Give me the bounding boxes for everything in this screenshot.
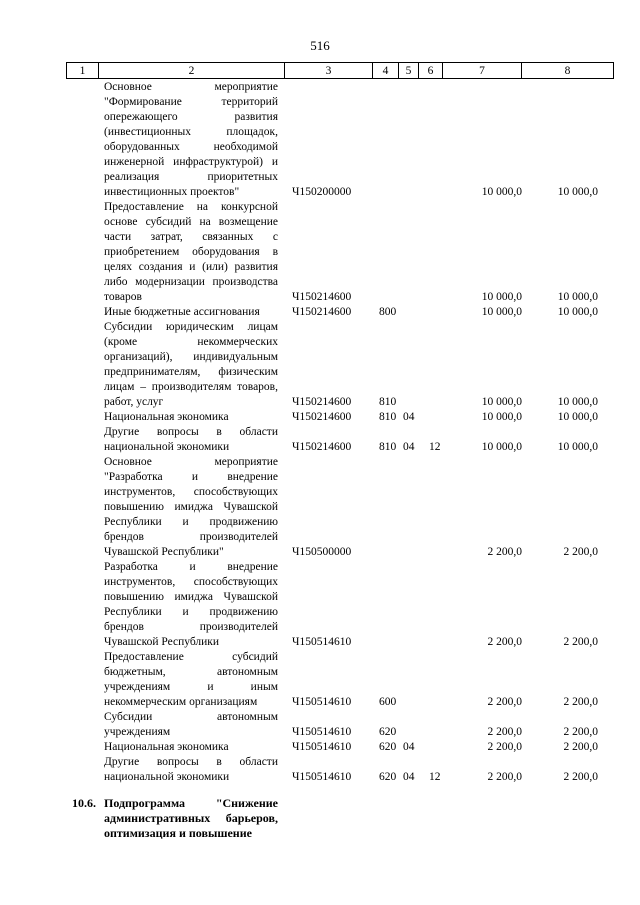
- column-header-3: 3: [285, 63, 373, 79]
- row-amount-7: 2 200,0: [487, 696, 522, 708]
- table-row: [0, 200, 640, 305]
- row-amount-8: 10 000,0: [557, 291, 598, 303]
- section-number: 10.6.: [72, 796, 96, 810]
- row-section: 04: [403, 771, 415, 783]
- row-amount-8: 2 200,0: [563, 546, 598, 558]
- column-header-table: [66, 62, 614, 79]
- row-amount-7: 2 200,0: [487, 726, 522, 738]
- row-name: Субсидии автономным учреждениям: [104, 711, 278, 738]
- column-header-2: 2: [99, 63, 285, 79]
- row-amount-7: 10 000,0: [481, 411, 522, 423]
- row-amount-8: 2 200,0: [563, 696, 598, 708]
- row-expense-type: 810: [379, 411, 397, 423]
- table-row: [0, 80, 640, 200]
- table-row: [0, 650, 640, 710]
- column-header-5: 5: [399, 63, 419, 79]
- row-amount-7: 2 200,0: [487, 771, 522, 783]
- table-row: [0, 755, 640, 785]
- row-name: Предоставление субсидий бюджетным, автономным учреждениям и иным некоммерческим организациям: [104, 651, 278, 708]
- column-header-7: 7: [443, 63, 522, 79]
- row-amount-8: 2 200,0: [563, 771, 598, 783]
- row-code: Ч150200000: [292, 186, 352, 198]
- row-code: Ч150214600: [292, 396, 352, 408]
- row-subsection: 12: [429, 441, 441, 453]
- row-section: 04: [403, 441, 415, 453]
- column-header-4: 4: [373, 63, 399, 79]
- row-name: Другие вопросы в области национальной экономики: [104, 426, 278, 453]
- row-code: Ч150514610: [292, 771, 352, 783]
- row-amount-7: 2 200,0: [487, 741, 522, 753]
- table-row: [0, 320, 640, 410]
- row-amount-7: 10 000,0: [481, 441, 522, 453]
- table-row: [0, 305, 640, 320]
- column-header-8: 8: [522, 63, 614, 79]
- row-code: Ч150214600: [292, 291, 352, 303]
- table-row: [0, 710, 640, 740]
- row-expense-type: 600: [379, 696, 397, 708]
- row-code: Ч150514610: [292, 696, 352, 708]
- row-expense-type: 620: [379, 726, 397, 738]
- row-expense-type: 810: [379, 441, 397, 453]
- row-amount-8: 2 200,0: [563, 726, 598, 738]
- row-expense-type: 800: [379, 306, 397, 318]
- row-amount-8: 10 000,0: [557, 186, 598, 198]
- page-number: 516: [310, 38, 330, 53]
- table-row: [0, 425, 640, 455]
- row-subsection: 12: [429, 771, 441, 783]
- table-row: [0, 410, 640, 425]
- row-expense-type: 620: [379, 741, 397, 753]
- row-name: Предоставление на конкурсной основе субсидий на возмещение части затрат, связанных с приобретением оборудования в целях создания и (или) развития либо модернизации производства товаров: [104, 201, 278, 303]
- table-row: [0, 455, 640, 560]
- row-code: Ч150514610: [292, 726, 352, 738]
- section-title: Подпрограмма "Снижение административных барьеров, оптимизация и повышение: [104, 796, 278, 840]
- table-row: [0, 740, 640, 755]
- row-code: Ч150500000: [292, 546, 352, 558]
- row-amount-7: 10 000,0: [481, 291, 522, 303]
- row-amount-8: 2 200,0: [563, 741, 598, 753]
- row-amount-8: 2 200,0: [563, 636, 598, 648]
- row-amount-7: 10 000,0: [481, 396, 522, 408]
- row-expense-type: 620: [379, 771, 397, 783]
- row-amount-7: 10 000,0: [481, 306, 522, 318]
- row-name: Национальная экономика: [104, 741, 229, 753]
- table-row: [0, 560, 640, 650]
- column-header-1: 1: [67, 63, 99, 79]
- row-code: Ч150514610: [292, 636, 352, 648]
- row-name: Иные бюджетные ассигнования: [104, 306, 260, 318]
- row-name: Субсидии юридическим лицам (кроме некоммерческих организаций), индивидуальным предпринимателям, физическим лицам – производителям товаров, работ, услуг: [104, 321, 278, 408]
- row-section: 04: [403, 411, 415, 423]
- column-header-row: [67, 63, 614, 79]
- row-expense-type: 810: [379, 396, 397, 408]
- column-header-6: 6: [419, 63, 443, 79]
- row-code: Ч150214600: [292, 441, 352, 453]
- row-amount-8: 10 000,0: [557, 441, 598, 453]
- row-code: Ч150214600: [292, 411, 352, 423]
- row-amount-7: 2 200,0: [487, 636, 522, 648]
- row-name: Разработка и внедрение инструментов, способствующих повышению имиджа Чувашской Республики и продвижению брендов производителей Чувашской Республики: [104, 561, 278, 648]
- row-name: Национальная экономика: [104, 411, 229, 423]
- row-amount-7: 2 200,0: [487, 546, 522, 558]
- row-amount-8: 10 000,0: [557, 396, 598, 408]
- row-section: 04: [403, 741, 415, 753]
- row-name: Основное мероприятие "Формирование территорий опережающего развития (инвестиционных площадок, оборудованных необходимой инженерной инфраструктурой) и реализация приоритетных инвестиционных проектов": [104, 81, 278, 198]
- row-amount-7: 10 000,0: [481, 186, 522, 198]
- row-name: Другие вопросы в области национальной экономики: [104, 756, 278, 783]
- row-name: Основное мероприятие "Разработка и внедрение инструментов, способствующих повышению имиджа Чувашской Республики и продвижению брендов производителей Чувашской Республики": [104, 456, 278, 558]
- budget-rows: [0, 80, 640, 785]
- row-code: Ч150514610: [292, 741, 352, 753]
- row-code: Ч150214600: [292, 306, 352, 318]
- row-amount-8: 10 000,0: [557, 306, 598, 318]
- row-amount-8: 10 000,0: [557, 411, 598, 423]
